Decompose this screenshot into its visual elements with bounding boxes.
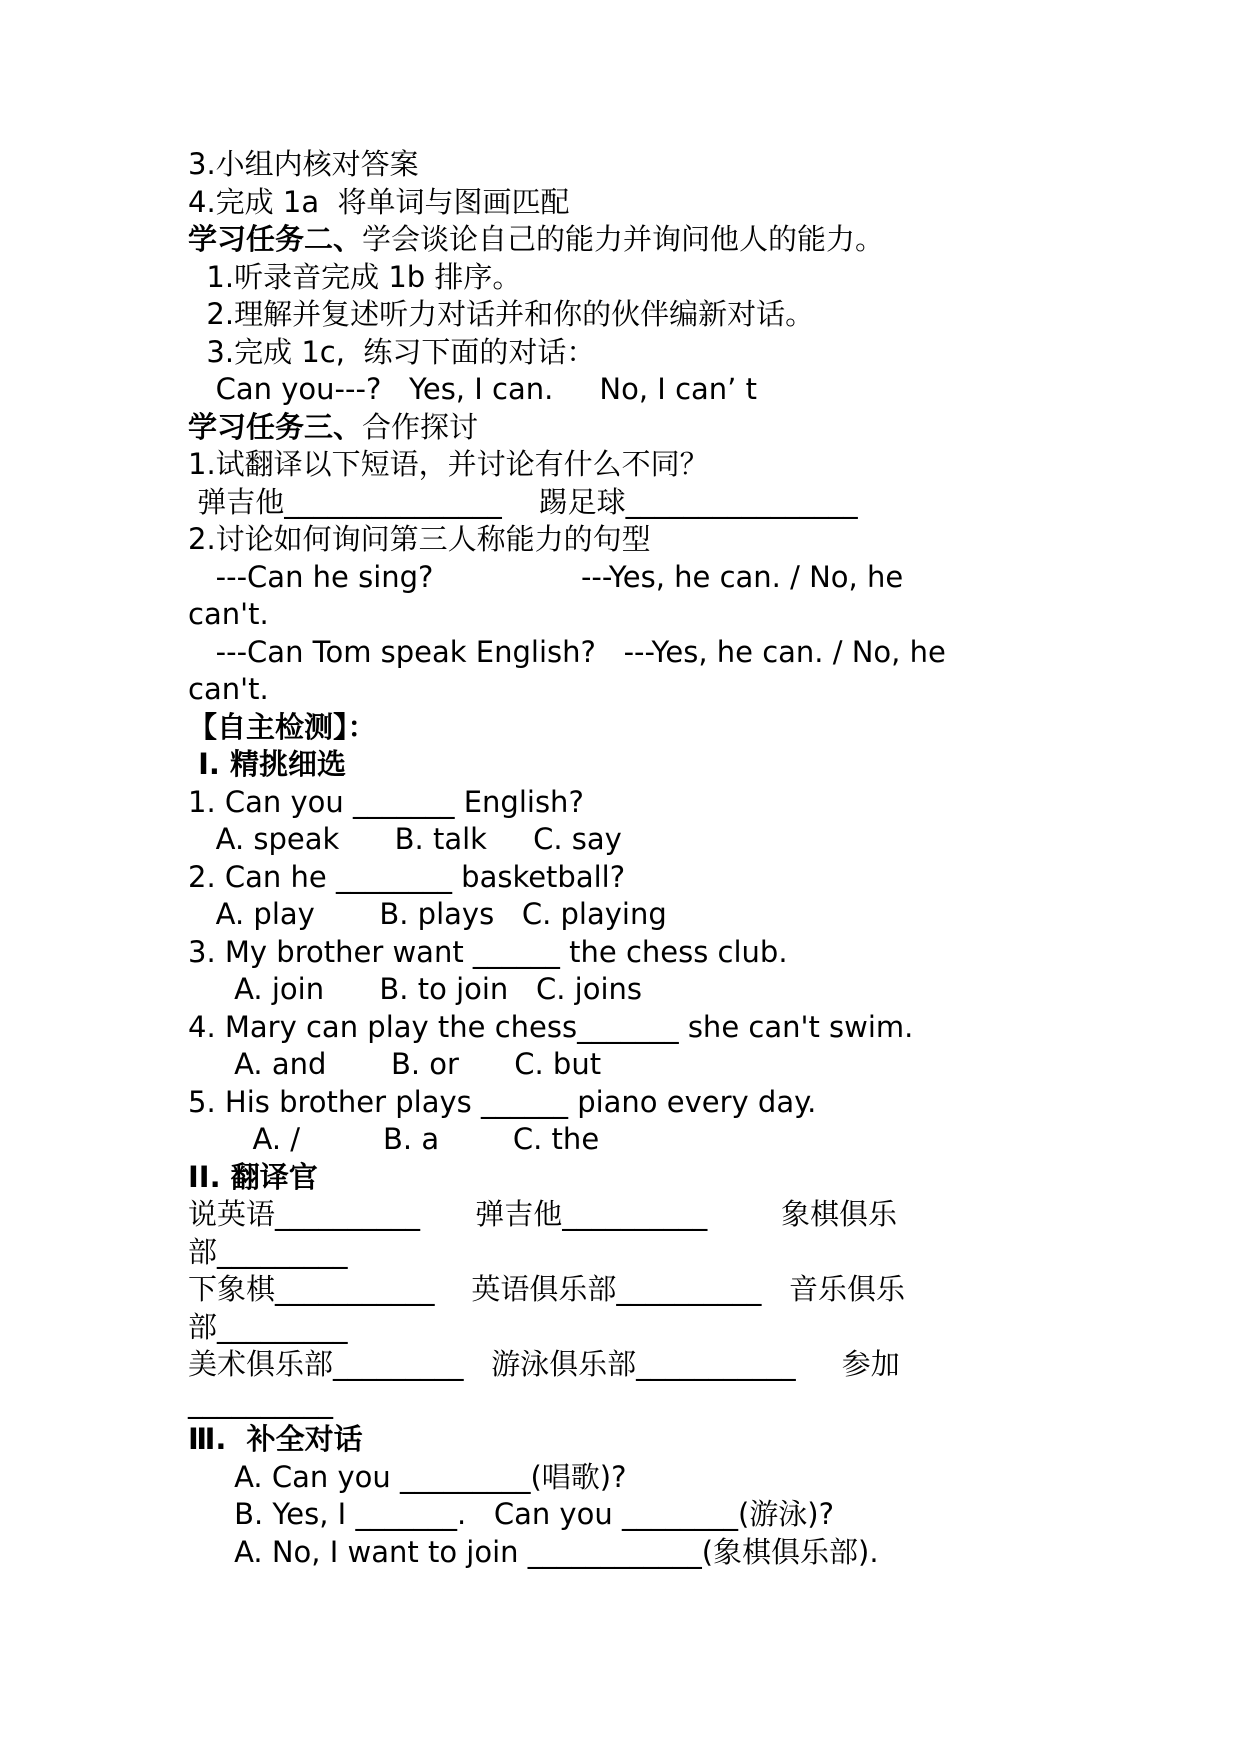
worksheet-line <box>188 746 1068 784</box>
line-text: Can you---? Yes, I can. No, I can’ t <box>188 372 757 406</box>
line-text: ---Can Tom speak English? ---Yes, he can. / No, he <box>188 634 946 669</box>
line-text: 1. Can you _______ English? <box>188 784 584 819</box>
line-text: ---Can he sing? ---Yes, he can. / No, he <box>188 559 904 594</box>
line-text: 4. Mary can play the chess_______ she can't swim. <box>188 1009 914 1044</box>
line-text: 2.讨论如何询问第三人称能力的句型 <box>188 522 651 556</box>
line-text: 美术俱乐部_________ 游泳俱乐部___________ 参加 <box>188 1347 900 1381</box>
line-text: can't. <box>188 597 269 631</box>
line-text: 5. His brother plays ______ piano every day. <box>188 1084 817 1119</box>
line-text: 3.完成 1c, 练习下面的对话： <box>188 334 596 369</box>
worksheet-line <box>188 1534 1068 1572</box>
line-text: 合作探讨 <box>362 409 479 444</box>
worksheet-line <box>188 896 1068 934</box>
worksheet-line <box>188 371 1068 409</box>
worksheet-line <box>188 1384 1068 1422</box>
worksheet-line <box>188 484 1068 522</box>
line-text: can't. <box>188 672 269 706</box>
line-text: A. No, I want to join ____________(象棋俱乐部). <box>188 1534 879 1569</box>
worksheet-line <box>188 1346 1068 1384</box>
worksheet-line <box>188 559 1068 597</box>
line-text: __________ <box>188 1384 333 1419</box>
worksheet-line <box>188 934 1068 972</box>
worksheet-line <box>188 859 1068 897</box>
worksheet-line <box>188 1496 1068 1534</box>
worksheet-line <box>188 709 1068 747</box>
line-text: A. join B. to join C. joins <box>188 972 642 1006</box>
line-text: A. play B. plays C. playing <box>188 897 667 931</box>
line-text: 1.听录音完成 1b 排序。 <box>188 259 522 294</box>
worksheet-line <box>188 296 1068 334</box>
line-text: A. Can you _________(唱歌)? <box>188 1459 627 1494</box>
section-heading: Ⅲ. 补全对话 <box>188 1422 363 1456</box>
worksheet-line <box>188 1046 1068 1084</box>
line-text: 2. Can he ________ basketball? <box>188 859 626 894</box>
section-heading: 学习任务二、 <box>188 222 363 256</box>
line-text: A. and B. or C. but <box>188 1047 602 1081</box>
worksheet-line <box>188 1084 1068 1122</box>
line-text: A. / B. a C. the <box>188 1122 600 1156</box>
worksheet-line <box>188 184 1068 222</box>
worksheet-line <box>188 334 1068 372</box>
worksheet-line <box>188 446 1068 484</box>
worksheet-line <box>188 1196 1068 1234</box>
worksheet-line <box>188 1271 1068 1309</box>
worksheet-line <box>188 784 1068 822</box>
worksheet-line <box>188 1121 1068 1159</box>
worksheet-line <box>188 1421 1068 1459</box>
worksheet-line <box>188 971 1068 1009</box>
line-text: 学会谈论自己的能力并询问他人的能力。 <box>362 222 885 256</box>
worksheet-line <box>188 596 1068 634</box>
line-text: 4.完成 1a 将单词与图画匹配 <box>188 184 570 219</box>
line-text: 3.小组内核对答案 <box>188 147 419 181</box>
worksheet-line <box>188 1159 1068 1197</box>
line-text: 说英语__________ 弹吉他__________ 象棋俱乐 <box>188 1197 898 1231</box>
worksheet-line <box>188 259 1068 297</box>
line-text: 下象棋___________ 英语俱乐部__________ 音乐俱乐 <box>188 1272 906 1306</box>
worksheet-line <box>188 409 1068 447</box>
worksheet-line <box>188 1309 1068 1347</box>
worksheet-line <box>188 521 1068 559</box>
section-heading: 【自主检测】： <box>188 709 377 744</box>
worksheet-line <box>188 634 1068 672</box>
line-text: A. speak B. talk C. say <box>188 822 622 856</box>
line-text: 弹吉他_______________ 踢足球________________ <box>188 484 858 519</box>
worksheet-line <box>188 146 1068 184</box>
worksheet-line <box>188 671 1068 709</box>
worksheet-line <box>188 221 1068 259</box>
section-heading: Ⅰ. 精挑细选 <box>188 747 346 781</box>
line-text: 部_________ <box>188 1234 348 1269</box>
section-heading: 学习任务三、 <box>188 409 363 444</box>
worksheet-page <box>188 146 1068 1571</box>
line-text: 1.试翻译以下短语，并讨论有什么不同？ <box>188 447 709 481</box>
worksheet-line <box>188 1459 1068 1497</box>
line-text: 2.理解并复述听力对话并和你的伙伴编新对话。 <box>188 297 815 331</box>
line-text: 3. My brother want ______ the chess club. <box>188 934 788 969</box>
worksheet-line <box>188 821 1068 859</box>
worksheet-line <box>188 1234 1068 1272</box>
line-text: B. Yes, I _______. Can you ________(游泳)? <box>188 1497 834 1531</box>
worksheet-line <box>188 1009 1068 1047</box>
line-text: 部_________ <box>188 1309 348 1344</box>
section-heading: II. 翻译官 <box>188 1159 318 1194</box>
